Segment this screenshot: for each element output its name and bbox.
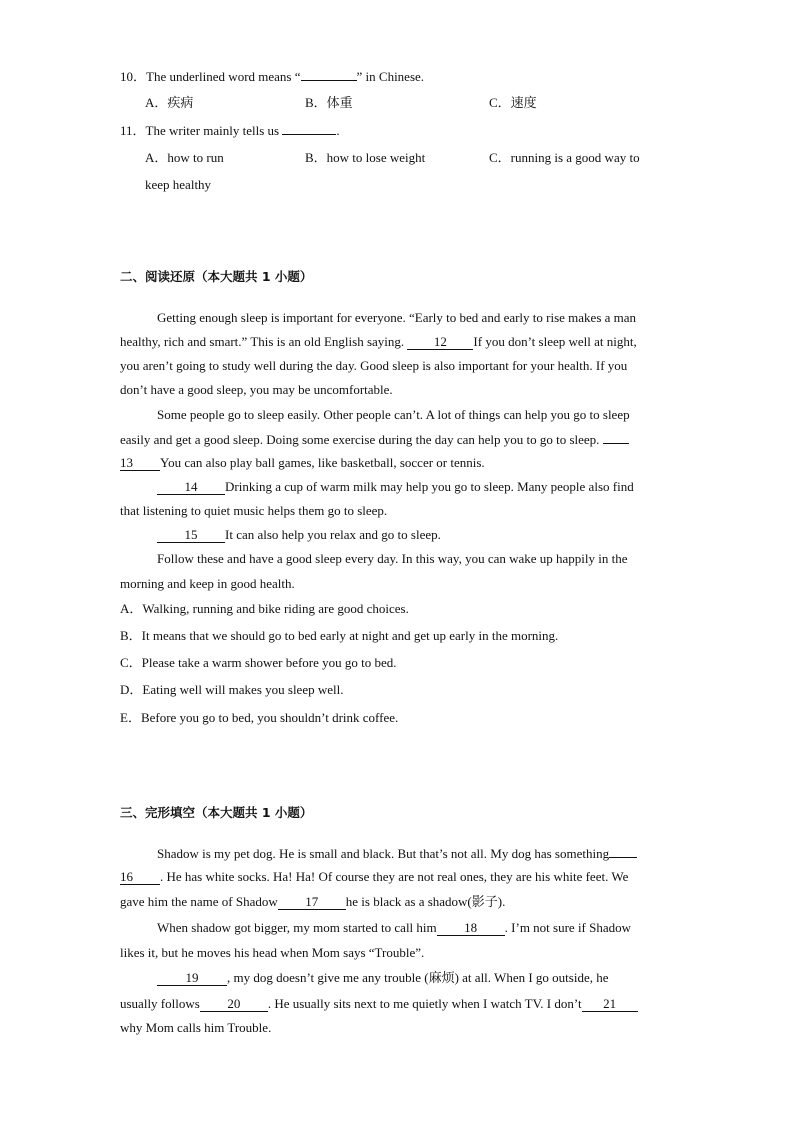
passage-line: why Mom calls him Trouble. — [120, 1020, 272, 1035]
passage-line: that listening to quiet music helps them go to sleep. — [120, 503, 388, 518]
section-2-heading: 二、阅读还原（本大题共 1 小题） — [120, 269, 313, 284]
blank-21[interactable]: 21 — [582, 996, 638, 1012]
option-e[interactable]: E．Before you go to bed, you shouldn’t drink coffee. — [120, 710, 399, 725]
passage-line — [120, 431, 629, 448]
passage-line — [157, 527, 441, 543]
answer-blank — [301, 68, 357, 81]
q11-option-b[interactable]: B．how to lose weight — [305, 150, 426, 165]
passage-text: usually follows — [120, 996, 200, 1011]
passage-line — [157, 970, 609, 986]
q10-option-b[interactable]: B．体重 — [305, 95, 353, 110]
q11-stem-end: . — [336, 123, 340, 138]
passage-text: Drinking a cup of warm milk may help you go to sleep. Many people also find — [225, 479, 634, 494]
passage-text: When shadow got bigger, my mom started to call him — [157, 920, 437, 935]
passage-text: . He usually sits next to me quietly when I watch TV. I don’t — [267, 996, 582, 1011]
blank-16-line — [609, 845, 637, 858]
passage-text: . I’m not sure if Shadow — [504, 920, 632, 935]
option-a[interactable]: A．Walking, running and bike riding are good choices. — [120, 601, 409, 616]
q11-option-c-continued: keep healthy — [145, 177, 212, 192]
blank-15[interactable]: 15 — [157, 527, 225, 543]
passage-line: you aren’t going to study well during the day. Good sleep is also important for your health. If you — [120, 358, 628, 373]
blank-19[interactable]: 19 — [157, 970, 227, 986]
blank-16[interactable]: 16 — [120, 869, 160, 885]
passage-text: Shadow is my pet dog. He is small and black. But that’s not all. My dog has something — [157, 846, 610, 861]
passage-text: You can also play ball games, like basketball, soccer or tennis. — [160, 455, 485, 470]
passage-text: he is black as a shadow(影子). — [345, 894, 506, 909]
q11-stem-text: 11．The writer mainly tells us — [120, 123, 280, 138]
passage-text: gave him the name of Shadow — [120, 894, 278, 909]
q10-stem-end: ” in Chinese. — [356, 69, 425, 84]
passage-line — [120, 869, 628, 885]
blank-20[interactable]: 20 — [200, 996, 268, 1012]
passage-line: Some people go to sleep easily. Other people can’t. A lot of things can help you go to sleep — [157, 407, 630, 422]
blank-17[interactable]: 17 — [278, 894, 346, 910]
passage-line: don’t have a good sleep, you may be uncomfortable. — [120, 382, 393, 397]
passage-line — [157, 845, 637, 862]
blank-13[interactable]: 13 — [120, 455, 160, 471]
q10-stem-start: 10．The underlined word means “ — [120, 69, 301, 84]
q10-option-c[interactable]: C．速度 — [489, 95, 537, 110]
passage-line: morning and keep in good health. — [120, 576, 295, 591]
passage-text: It can also help you relax and go to sleep. — [225, 527, 441, 542]
option-b[interactable]: B．It means that we should go to bed early at night and get up early in the morning. — [120, 628, 559, 643]
passage-text: easily and get a good sleep. Doing some exercise during the day can help you to go to sleep. — [120, 432, 600, 447]
q11-option-c[interactable]: C．running is a good way to — [489, 150, 640, 165]
passage-line: likes it, but he moves his head when Mom says “Trouble”. — [120, 945, 425, 960]
question-10-stem — [120, 68, 424, 85]
passage-line — [157, 920, 631, 936]
passage-line — [120, 334, 637, 350]
passage-line — [120, 455, 485, 471]
answer-blank — [282, 122, 336, 135]
passage-line: Follow these and have a good sleep every day. In this way, you can wake up happily in the — [157, 551, 628, 566]
blank-18[interactable]: 18 — [437, 920, 505, 936]
option-c[interactable]: C．Please take a warm shower before you go to bed. — [120, 655, 397, 670]
passage-text: , my dog doesn’t give me any trouble (麻烦) at all. When I go outside, he — [227, 970, 609, 985]
option-d[interactable]: D．Eating well will makes you sleep well. — [120, 682, 344, 697]
q10-option-a[interactable]: A．疾病 — [145, 95, 194, 110]
blank-12[interactable]: 12 — [407, 334, 473, 350]
blank-14[interactable]: 14 — [157, 479, 225, 495]
passage-line: Getting enough sleep is important for everyone. “Early to bed and early to rise makes a man — [157, 310, 637, 325]
passage-line — [157, 479, 634, 495]
q11-option-a[interactable]: A．how to run — [145, 150, 224, 165]
passage-line — [120, 894, 505, 910]
passage-text: healthy, rich and smart.” This is an old English saying. — [120, 334, 405, 349]
passage-line — [120, 996, 638, 1012]
section-3-heading: 三、完形填空（本大题共 1 小题） — [120, 805, 313, 820]
blank-13-line — [603, 431, 629, 444]
passage-text: If you don’t sleep well at night, — [473, 334, 637, 349]
question-11-stem — [120, 122, 340, 139]
passage-text: . He has white socks. Ha! Ha! Of course they are not real ones, they are his white feet. We — [160, 869, 629, 884]
